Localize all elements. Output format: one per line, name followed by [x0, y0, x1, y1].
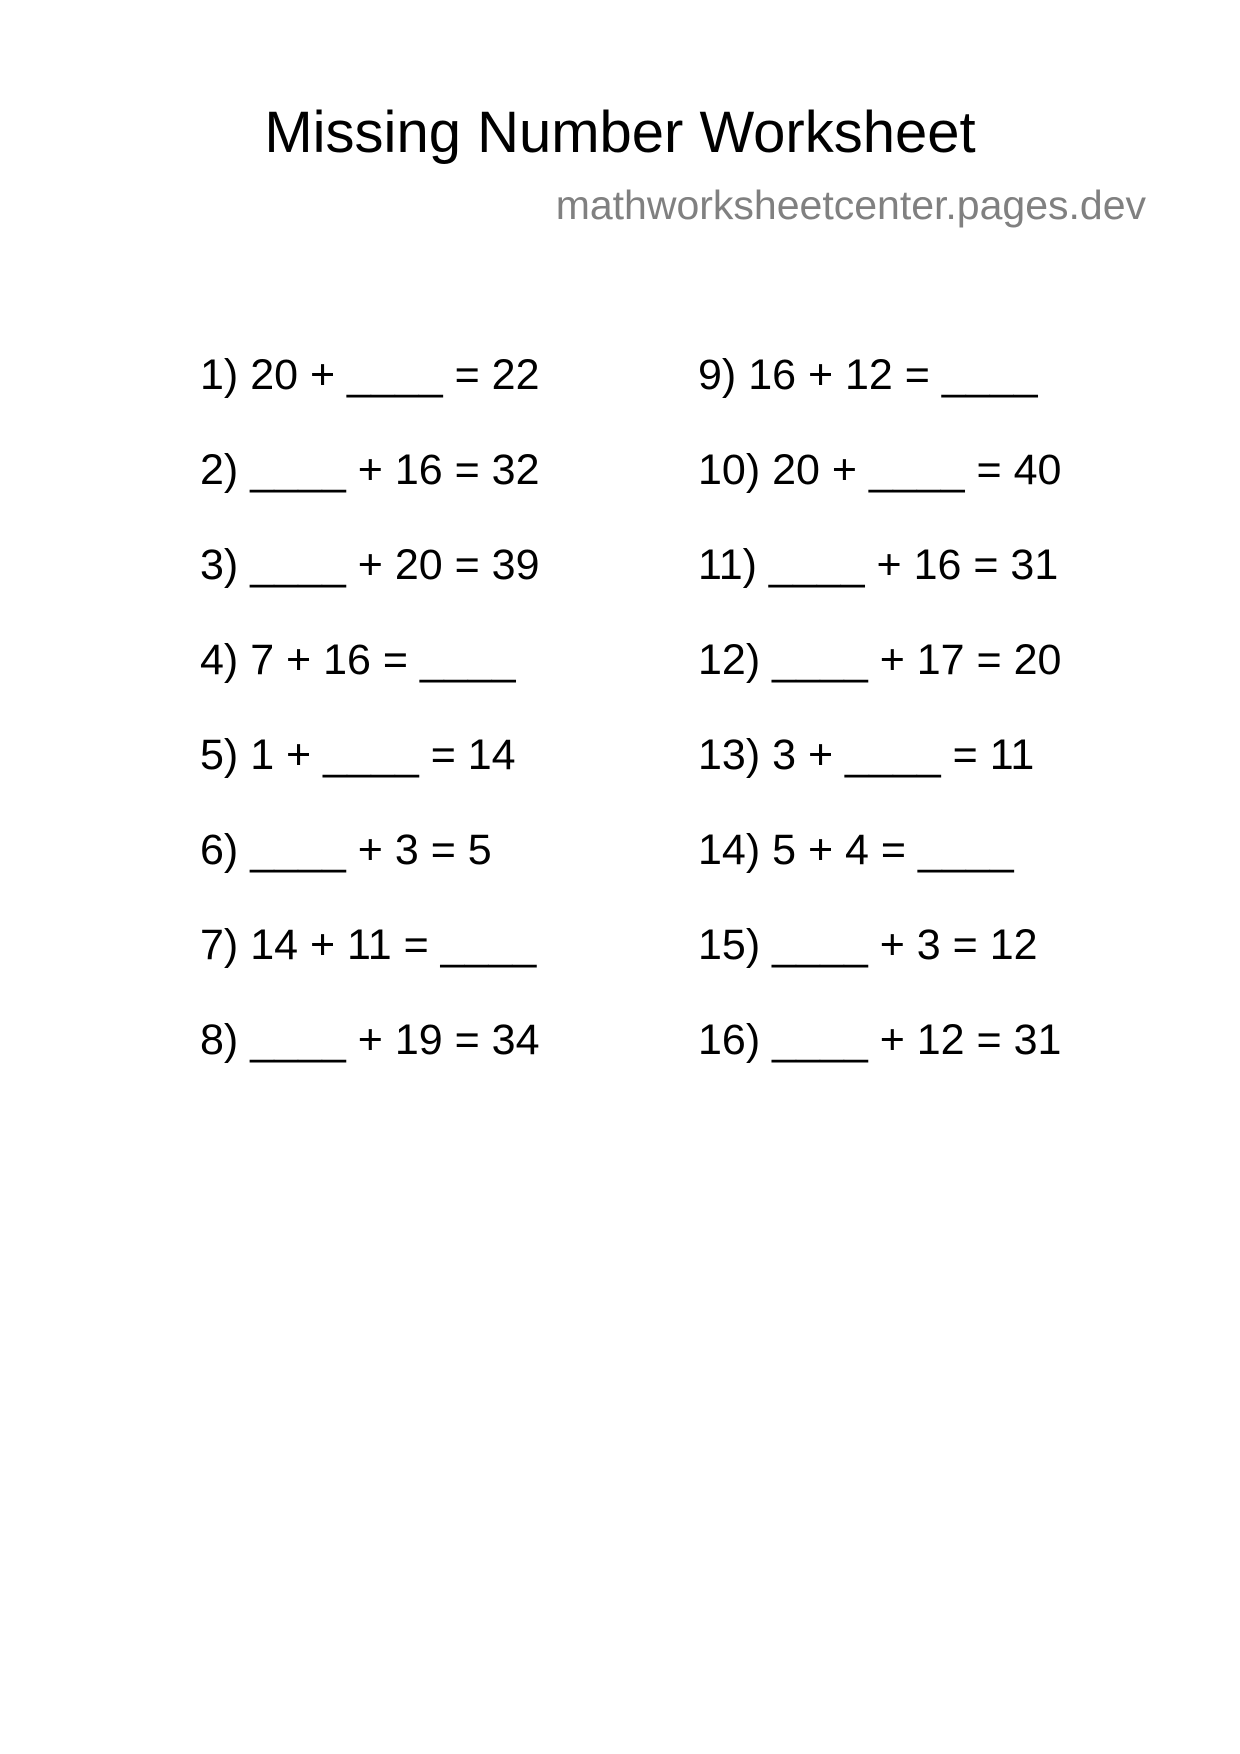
problem-item — [200, 726, 540, 821]
problem-number: 12) — [698, 636, 761, 684]
page-title: Missing Number Worksheet — [264, 100, 976, 165]
problem-equation: ____ + 3 = 5 — [250, 826, 492, 874]
problem-item — [698, 916, 1061, 1011]
problem-equation: ____ + 3 = 12 — [772, 921, 1038, 969]
problem-number: 9) — [698, 351, 737, 399]
problem-item — [698, 346, 1061, 441]
problem-number: 6) — [200, 826, 239, 874]
problem-item — [200, 821, 540, 916]
problem-equation: ____ + 19 = 34 — [250, 1016, 540, 1064]
problem-equation: 3 + ____ = 11 — [772, 731, 1035, 779]
problem-number: 5) — [200, 731, 239, 779]
problem-equation: ____ + 16 = 31 — [768, 541, 1059, 589]
problem-item — [698, 536, 1061, 631]
problem-equation: ____ + 17 = 20 — [772, 636, 1062, 684]
problem-equation: ____ + 20 = 39 — [250, 541, 540, 589]
problem-item — [200, 536, 540, 631]
problem-number: 8) — [200, 1016, 239, 1064]
problem-item — [698, 441, 1061, 536]
problem-number: 15) — [698, 921, 761, 969]
site-url: mathworksheetcenter.pages.dev — [555, 182, 1146, 228]
problem-equation: 16 + 12 = ____ — [748, 351, 1038, 399]
problem-item — [200, 441, 540, 536]
problem-number: 16) — [698, 1016, 761, 1064]
problem-number: 7) — [200, 921, 239, 969]
problem-item — [200, 1011, 540, 1106]
problem-number: 4) — [200, 636, 239, 684]
problem-equation: ____ + 12 = 31 — [772, 1016, 1062, 1064]
problem-equation: 7 + 16 = ____ — [250, 636, 516, 684]
problems-column-left — [200, 346, 540, 1106]
problem-number: 1) — [200, 351, 239, 399]
problem-item — [698, 631, 1061, 726]
problem-item — [698, 1011, 1061, 1106]
problem-equation: 20 + ____ = 22 — [250, 351, 540, 399]
problem-number: 14) — [698, 826, 761, 874]
problem-number: 11) — [698, 541, 757, 589]
problem-equation: ____ + 16 = 32 — [250, 446, 540, 494]
problem-number: 3) — [200, 541, 239, 589]
problem-number: 2) — [200, 446, 239, 494]
problem-item — [200, 631, 540, 726]
problem-number: 10) — [698, 446, 761, 494]
problem-item — [698, 821, 1061, 916]
problems-column-right — [698, 346, 1061, 1106]
problem-item — [200, 916, 540, 1011]
problem-equation: 5 + 4 = ____ — [772, 826, 1014, 874]
problem-number: 13) — [698, 731, 761, 779]
problem-equation: 20 + ____ = 40 — [772, 446, 1062, 494]
problem-equation: 1 + ____ = 14 — [250, 731, 516, 779]
problem-item — [698, 726, 1061, 821]
problem-item — [200, 346, 540, 441]
problem-equation: 14 + 11 = ____ — [250, 921, 537, 969]
